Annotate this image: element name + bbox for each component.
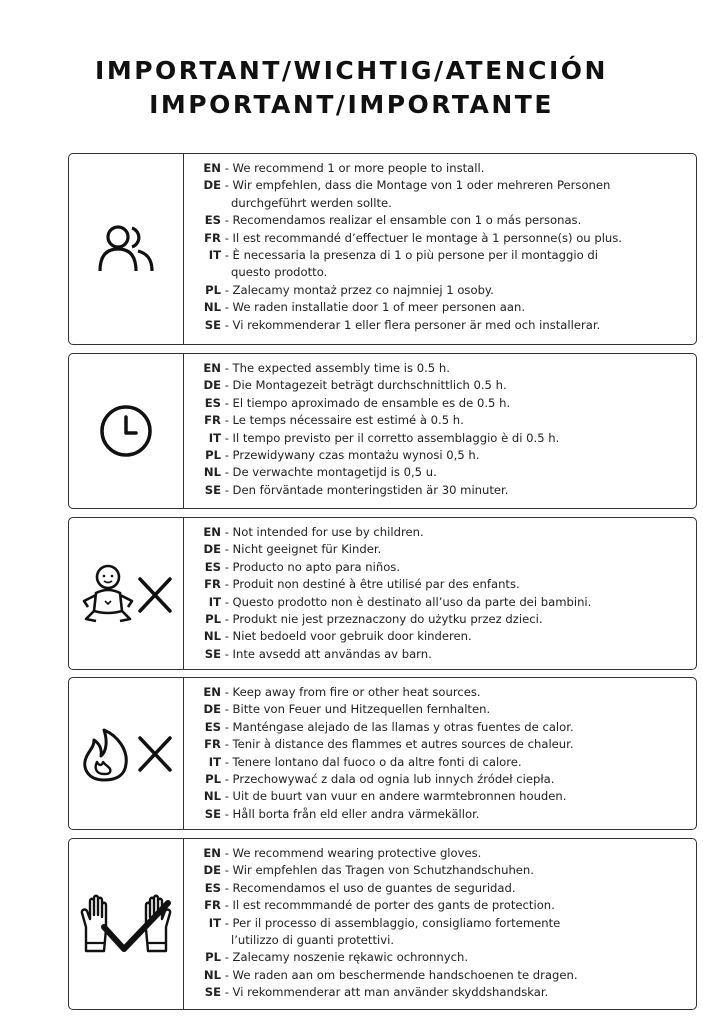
notice-line: [201, 684, 692, 701]
no-fire-icon: [69, 678, 183, 829]
language-code: DE: [203, 863, 221, 878]
notice-text: - Wir empfehlen das Tragen von Schutzhandschuhen.: [224, 863, 534, 878]
notice-gloves: [68, 838, 697, 1010]
notice-line: [201, 628, 692, 645]
language-code: EN: [203, 685, 221, 699]
notice-text: durchgeführt werden sollte.: [231, 195, 392, 210]
notice-text: - Den förväntade monteringstiden är 30 minuter.: [224, 482, 509, 497]
notice-text: - We raden installatie door 1 of meer personen aan.: [224, 300, 526, 315]
notice-line: [201, 464, 692, 481]
notice-line: [201, 915, 692, 932]
notice-line: [201, 611, 692, 628]
notice-text: - Wir empfehlen, dass die Montage von 1 oder mehreren Personen: [224, 178, 611, 193]
notice-text: questo prodotto.: [231, 265, 328, 280]
language-code: NL: [203, 629, 221, 644]
notice-line: [201, 195, 692, 212]
notice-text: - The expected assembly time is 0.5 h.: [224, 361, 450, 375]
notice-line: [201, 736, 692, 753]
notice-line: [201, 701, 692, 718]
notice-text: - Bitte von Feuer und Hitzequellen fernhalten.: [224, 702, 491, 717]
notice-line: [201, 719, 692, 736]
notice-text: - Le temps nécessaire est estimé à 0.5 h.: [224, 413, 464, 428]
notice-text: - Produit non destiné à être utilisé par des enfants.: [224, 577, 520, 592]
notice-text: - Uit de buurt van vuur en andere warmtebronnen houden.: [224, 789, 567, 804]
language-code: NL: [203, 300, 221, 315]
notice-text: - Keep away from fire or other heat sources.: [224, 685, 481, 699]
language-code: FR: [204, 413, 221, 428]
notice-line: [201, 788, 692, 805]
language-code: IT: [208, 594, 221, 609]
divider: [183, 839, 184, 1009]
language-code: IT: [208, 248, 221, 263]
notice-text: - È necessaria la presenza di 1 o più persone per il montaggio di: [224, 248, 598, 263]
language-code: PL: [205, 772, 221, 787]
notice-line: [201, 264, 692, 281]
notice-line: [201, 594, 692, 611]
notice-text: - Niet bedoeld voor gebruik door kinderen.: [224, 629, 472, 644]
language-code: SE: [204, 482, 221, 497]
language-code: IT: [208, 915, 221, 930]
notice-line: [201, 967, 692, 984]
notice-text: - Manténgase alejado de las llamas y otras fuentes de calor.: [224, 719, 574, 734]
text-block: [201, 524, 692, 663]
language-code: EN: [203, 525, 221, 539]
notice-text: - Vi rekommenderar 1 eller flera personer är med och installerar.: [224, 317, 601, 332]
notice-text: - We raden aan om beschermende handschoenen te dragen.: [224, 967, 578, 982]
notice-line: [201, 862, 692, 879]
notice-line: [201, 576, 692, 593]
language-code: NL: [203, 465, 221, 480]
notice-line: [201, 949, 692, 966]
notice-line: [201, 360, 692, 377]
notice-line: [201, 177, 692, 194]
notice-line: [201, 212, 692, 229]
notice-line: [201, 230, 692, 247]
notice-text: - Il est recommmandé de porter des gants de protection.: [224, 898, 555, 913]
language-code: ES: [204, 719, 221, 734]
notice-line: [201, 524, 692, 541]
notice-line: [201, 447, 692, 464]
notice-text: - Il tempo previsto per il corretto assemblaggio è di 0.5 h.: [224, 430, 560, 445]
notice-text: - Przechowywać z dala od ognia lub innych źródeł ciepła.: [224, 772, 555, 787]
notice-line: [201, 412, 692, 429]
language-code: SE: [204, 806, 221, 821]
text-block: [201, 160, 692, 334]
title-line-1: IMPORTANT/WICHTIG/ATENCIÓN: [95, 56, 608, 85]
language-code: ES: [204, 559, 221, 574]
notice-text: - Questo prodotto non è destinato all’uso da parte dei bambini.: [224, 594, 592, 609]
notice-line: [201, 395, 692, 412]
notice-text: - Produkt nie jest przeznaczony do użytku przez dzieci.: [224, 612, 543, 627]
people-icon: [69, 154, 183, 344]
notice-text: - Not intended for use by children.: [224, 525, 424, 539]
notice-fire: [68, 677, 697, 830]
notice-line: [201, 845, 692, 862]
language-code: DE: [203, 378, 221, 393]
notice-text: - Zalecamy noszenie rękawic ochronnych.: [224, 950, 469, 965]
notice-text: - Recomendamos realizar el ensamble con 1 o más personas.: [224, 213, 582, 228]
notice-line: [201, 559, 692, 576]
notice-line: [201, 430, 692, 447]
language-code: IT: [208, 754, 221, 769]
notice-line: [201, 754, 692, 771]
notice-text: l’utilizzo di guanti protettivi.: [231, 933, 395, 948]
notice-text: - Tenir à distance des flammes et autres sources de chaleur.: [224, 737, 574, 752]
notice-people: [68, 153, 697, 345]
notice-text: - Recomendamos el uso de guantes de seguridad.: [224, 880, 516, 895]
no-children-icon: [69, 518, 183, 669]
notice-line: [201, 541, 692, 558]
notice-text: - El tiempo aproximado de ensamble es de 0.5 h.: [224, 395, 511, 410]
notice-line: [201, 897, 692, 914]
notice-line: [201, 160, 692, 177]
language-code: DE: [203, 702, 221, 717]
language-code: DE: [203, 542, 221, 557]
language-code: FR: [204, 577, 221, 592]
notice-text: - We recommend wearing protective gloves.: [224, 846, 482, 860]
notice-line: [201, 317, 692, 334]
language-code: EN: [203, 846, 221, 860]
language-code: SE: [204, 646, 221, 661]
notice-text: - Zalecamy montaż przez co najmniej 1 osoby.: [224, 282, 494, 297]
language-code: NL: [203, 967, 221, 982]
notice-line: [201, 880, 692, 897]
language-code: FR: [204, 898, 221, 913]
notice-time: [68, 353, 697, 509]
language-code: PL: [205, 282, 221, 297]
notice-line: [201, 806, 692, 823]
text-block: [201, 360, 692, 499]
notice-text: - Håll borta från eld eller andra värmekällor.: [224, 806, 480, 821]
divider: [183, 678, 184, 829]
language-code: IT: [208, 430, 221, 445]
notice-text: - Il est recommandé d’effectuer le montage à 1 personne(s) ou plus.: [224, 230, 622, 245]
notice-line: [201, 299, 692, 316]
notice-line: [201, 482, 692, 499]
divider: [183, 154, 184, 344]
notice-text: - Tenere lontano dal fuoco o da altre fonti di calore.: [224, 754, 522, 769]
notice-children: [68, 517, 697, 670]
language-code: FR: [204, 230, 221, 245]
language-code: SE: [204, 985, 221, 1000]
language-code: DE: [203, 178, 221, 193]
notice-text: - Vi rekommenderar att man använder skyddshandskar.: [224, 985, 549, 1000]
notice-text: - We recommend 1 or more people to install.: [224, 161, 485, 175]
notice-line: [201, 932, 692, 949]
notice-line: [201, 771, 692, 788]
language-code: PL: [205, 612, 221, 627]
language-code: FR: [204, 737, 221, 752]
language-code: ES: [204, 213, 221, 228]
divider: [183, 354, 184, 508]
language-code: PL: [205, 448, 221, 463]
notice-line: [201, 377, 692, 394]
notice-line: [201, 247, 692, 264]
language-code: NL: [203, 789, 221, 804]
notice-text: - Nicht geeignet für Kinder.: [224, 542, 382, 557]
notice-text: - Producto no apto para niños.: [224, 559, 401, 574]
notice-text: - Inte avsedd att användas av barn.: [224, 646, 432, 661]
title-line-2: IMPORTANT/IMPORTANTE: [149, 90, 554, 119]
gloves-icon: [69, 839, 183, 1009]
notice-line: [201, 646, 692, 663]
text-block: [201, 845, 692, 1002]
notice-text: - De verwachte montagetijd is 0,5 u.: [224, 465, 437, 480]
notice-line: [201, 984, 692, 1001]
notice-text: - Przewidywany czas montażu wynosi 0,5 h.: [224, 448, 480, 463]
notice-line: [201, 282, 692, 299]
language-code: EN: [203, 161, 221, 175]
notice-text: - Per il processo di assemblaggio, consigliamo fortemente: [224, 915, 561, 930]
text-block: [201, 684, 692, 823]
language-code: PL: [205, 950, 221, 965]
language-code: EN: [203, 361, 221, 375]
language-code: ES: [204, 395, 221, 410]
clock-icon: [69, 354, 183, 508]
language-code: ES: [204, 880, 221, 895]
divider: [183, 518, 184, 669]
language-code: SE: [204, 317, 221, 332]
notice-text: - Die Montagezeit beträgt durchschnittlich 0.5 h.: [224, 378, 507, 393]
